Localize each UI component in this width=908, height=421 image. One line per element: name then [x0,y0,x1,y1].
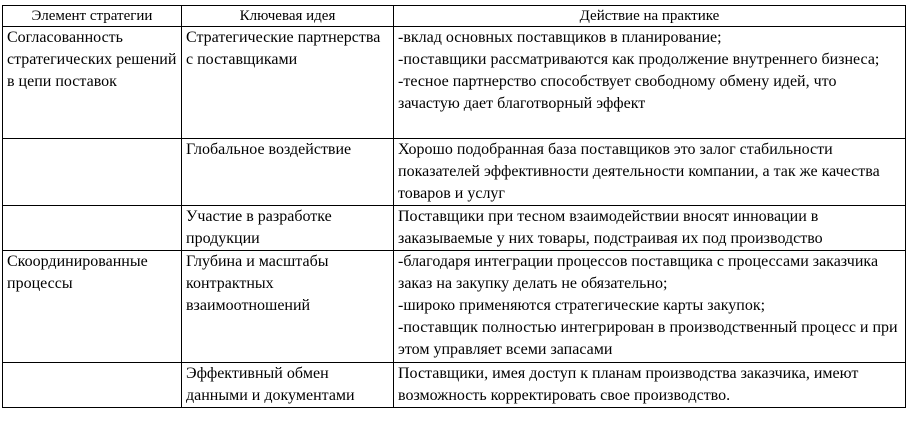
key-idea-cell: Стратегические партнерства с поставщиками [182,27,394,139]
strategy-element-cell [3,363,182,408]
table-row [3,251,906,363]
strategy-element-cell: Согласованность стратегических решений в цепи поставок [3,27,182,139]
practical-action-cell [394,27,906,139]
header-row [3,6,906,27]
action-item: Хорошо подобранная база поставщиков это залог стабильности показателей эффективности деятельности компании, а так же качества товаров и услуг [398,141,880,202]
strategy-element-cell: Скоординированные процессы [3,251,182,363]
table-row [3,27,906,139]
action-item: Поставщики, имея доступ к планам производства заказчика, имеют возможность корректировать свое производство. [398,365,859,404]
action-item: -вклад основных поставщиков в планирование; [398,29,722,46]
practical-action-cell [394,363,906,408]
table-row [3,363,906,408]
key-idea-cell: Глобальное воздействие [182,139,394,206]
header-practical-action: Действие на практике [394,6,906,27]
action-item: -благодаря интеграции процессов поставщика с процессами заказчика заказ на закупку делать не обязательно; [398,253,879,292]
strategy-element-cell [3,206,182,251]
strategy-table [2,5,906,408]
action-item: -широко применяются стратегические карты закупок; [398,297,766,314]
strategy-element-cell [3,139,182,206]
action-item: Поставщики при тесном взаимодействии вносят инновации в заказываемые у них товары, подстраивая их под производство [398,208,823,247]
action-item: -тесное партнерство способствует свободному обмену идей, что зачастую дает благотворный эффект [398,73,837,112]
key-idea-cell: Глубина и масштабы контрактных взаимоотношений [182,251,394,363]
header-key-idea: Ключевая идея [182,6,394,27]
action-item: -поставщики рассматриваются как продолжение внутреннего бизнеса; [398,51,880,68]
practical-action-cell [394,139,906,206]
action-item: -поставщик полностью интегрирован в производственный процесс и при этом управляет всеми запасами [398,319,898,358]
key-idea-cell: Участие в разработке продукции [182,206,394,251]
key-idea-cell: Эффективный обмен данными и документами [182,363,394,408]
practical-action-cell [394,251,906,363]
table-row [3,206,906,251]
practical-action-cell [394,206,906,251]
table-row [3,139,906,206]
header-strategy-element: Элемент стратегии [3,6,182,27]
